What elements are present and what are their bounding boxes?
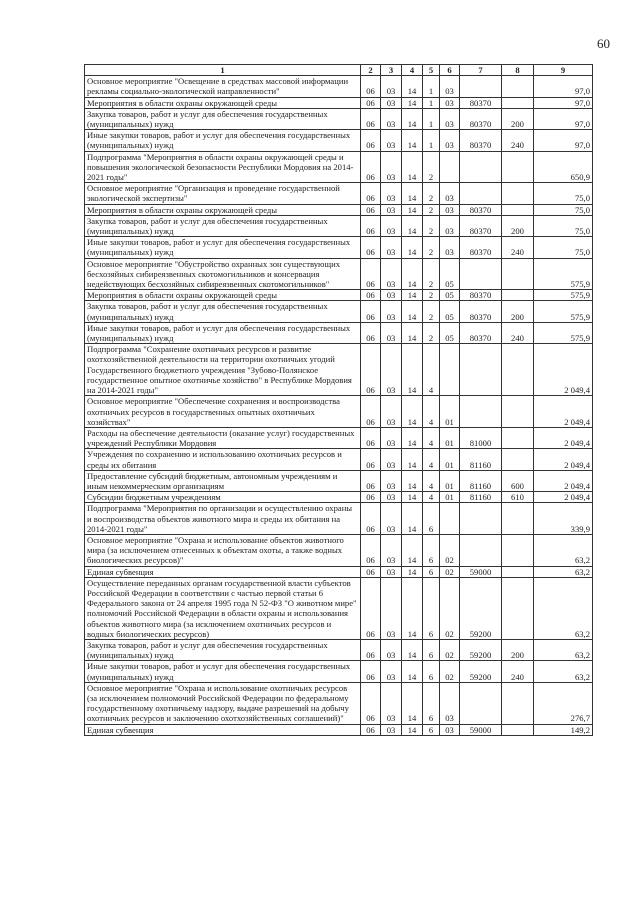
- row-code-section: 03: [381, 151, 402, 183]
- row-code-ministry: 06: [361, 322, 381, 343]
- row-code-expense-type: [502, 427, 534, 448]
- row-code-subprogram: 4: [423, 396, 440, 428]
- row-code-direction: 80370: [460, 322, 502, 343]
- table-row: [85, 577, 593, 639]
- budget-table: [84, 64, 593, 736]
- row-amount: 2 049,4: [534, 344, 593, 396]
- row-code-activity: 01: [440, 396, 460, 428]
- table-row: [85, 344, 593, 396]
- row-code-ministry: 06: [361, 534, 381, 566]
- table-row: [85, 682, 593, 724]
- row-code-section: 03: [381, 396, 402, 428]
- row-code-subprogram: 2: [423, 215, 440, 236]
- row-code-ministry: 06: [361, 639, 381, 660]
- row-code-subprogram: 2: [423, 151, 440, 183]
- row-code-subprogram: 2: [423, 237, 440, 258]
- row-code-program: 14: [402, 215, 423, 236]
- row-code-direction: 81160: [460, 492, 502, 503]
- row-code-section: 03: [381, 301, 402, 322]
- table-row: [85, 237, 593, 258]
- table-header-row: [85, 65, 593, 76]
- row-name: Осуществление переданных органам государственной власти субъектов Российской Федерации в соответствии с частью первой статьи 6 Федерального закона от 24 апреля 1995 года N 52-ФЗ "О животном мире" полномочий Российской Федерации в области охраны и использования объектов животного мира (за исключением охотничьих ресурсов и водных биологических ресурсов): [85, 577, 361, 639]
- row-code-expense-type: [502, 449, 534, 470]
- row-name: Единая субвенция: [85, 724, 361, 735]
- row-code-ministry: 06: [361, 97, 381, 108]
- row-name: Закупка товаров, работ и услуг для обеспечения государственных (муниципальных) нужд: [85, 639, 361, 660]
- row-code-direction: [460, 503, 502, 535]
- row-code-expense-type: 200: [502, 215, 534, 236]
- row-code-program: 14: [402, 237, 423, 258]
- table-row: [85, 183, 593, 204]
- row-amount: 75,0: [534, 204, 593, 215]
- row-name: Иные закупки товаров, работ и услуг для обеспечения государственных (муниципальных) нужд: [85, 322, 361, 343]
- row-code-program: 14: [402, 661, 423, 682]
- row-amount: 2 049,4: [534, 449, 593, 470]
- header-col-9: 9: [534, 65, 593, 76]
- header-col-2: 2: [361, 65, 381, 76]
- header-col-5: 5: [423, 65, 440, 76]
- table-row: [85, 470, 593, 491]
- row-amount: 97,0: [534, 130, 593, 151]
- row-name: Подпрограмма "Мероприятия в области охраны окружающей среды и повышения экологической безопасности Республики Мордовия на 2014-2021 годы": [85, 151, 361, 183]
- row-code-ministry: 06: [361, 237, 381, 258]
- row-code-subprogram: 6: [423, 566, 440, 577]
- row-code-program: 14: [402, 151, 423, 183]
- row-name: Иные закупки товаров, работ и услуг для обеспечения государственных (муниципальных) нужд: [85, 130, 361, 151]
- row-code-expense-type: [502, 76, 534, 97]
- row-code-expense-type: [502, 258, 534, 290]
- row-code-program: 14: [402, 97, 423, 108]
- row-code-direction: 80370: [460, 215, 502, 236]
- row-code-activity: 03: [440, 237, 460, 258]
- table-row: [85, 449, 593, 470]
- row-code-expense-type: [502, 290, 534, 301]
- row-code-subprogram: 4: [423, 344, 440, 396]
- header-col-8: 8: [502, 65, 534, 76]
- row-amount: 63,2: [534, 639, 593, 660]
- row-code-direction: 59200: [460, 661, 502, 682]
- table-body: [85, 76, 593, 736]
- row-name: Расходы на обеспечение деятельности (оказание услуг) государственных учреждений Республики Мордовия: [85, 427, 361, 448]
- row-amount: 575,9: [534, 301, 593, 322]
- row-code-program: 14: [402, 577, 423, 639]
- row-code-expense-type: [502, 396, 534, 428]
- table-row: [85, 204, 593, 215]
- row-code-subprogram: 2: [423, 301, 440, 322]
- row-amount: 63,2: [534, 566, 593, 577]
- row-code-subprogram: 2: [423, 204, 440, 215]
- row-code-section: 03: [381, 204, 402, 215]
- table-row: [85, 724, 593, 735]
- row-code-section: 03: [381, 258, 402, 290]
- row-code-section: 03: [381, 503, 402, 535]
- row-code-subprogram: 1: [423, 130, 440, 151]
- row-code-program: 14: [402, 682, 423, 724]
- row-name: Закупка товаров, работ и услуг для обеспечения государственных (муниципальных) нужд: [85, 108, 361, 129]
- table-row: [85, 322, 593, 343]
- row-amount: 2 049,4: [534, 492, 593, 503]
- row-code-program: 14: [402, 534, 423, 566]
- table-row: [85, 534, 593, 566]
- row-code-activity: 05: [440, 290, 460, 301]
- row-code-activity: 03: [440, 183, 460, 204]
- row-code-program: 14: [402, 470, 423, 491]
- row-code-section: 03: [381, 577, 402, 639]
- row-code-activity: 02: [440, 566, 460, 577]
- row-code-expense-type: [502, 682, 534, 724]
- row-code-program: 14: [402, 724, 423, 735]
- row-code-section: 03: [381, 290, 402, 301]
- row-code-ministry: 06: [361, 396, 381, 428]
- row-code-section: 03: [381, 534, 402, 566]
- row-code-activity: [440, 503, 460, 535]
- row-code-activity: 03: [440, 215, 460, 236]
- row-code-activity: 01: [440, 449, 460, 470]
- row-name: Мероприятия в области охраны окружающей среды: [85, 204, 361, 215]
- row-code-ministry: 06: [361, 566, 381, 577]
- row-code-direction: 59200: [460, 639, 502, 660]
- table-row: [85, 130, 593, 151]
- row-code-section: 03: [381, 566, 402, 577]
- row-amount: 75,0: [534, 215, 593, 236]
- row-amount: 149,2: [534, 724, 593, 735]
- row-code-subprogram: 1: [423, 97, 440, 108]
- row-code-program: 14: [402, 258, 423, 290]
- row-code-section: 03: [381, 76, 402, 97]
- row-code-ministry: 06: [361, 503, 381, 535]
- row-code-direction: 59000: [460, 566, 502, 577]
- row-code-subprogram: 6: [423, 724, 440, 735]
- row-code-expense-type: 200: [502, 301, 534, 322]
- row-amount: 276,7: [534, 682, 593, 724]
- row-code-expense-type: 240: [502, 237, 534, 258]
- table-row: [85, 151, 593, 183]
- row-name: Учреждения по сохранению и использованию охотничьих ресурсов и среды их обитания: [85, 449, 361, 470]
- table-row: [85, 503, 593, 535]
- row-code-ministry: 06: [361, 290, 381, 301]
- row-amount: 575,9: [534, 290, 593, 301]
- row-code-activity: 03: [440, 130, 460, 151]
- table-row: [85, 215, 593, 236]
- row-code-expense-type: 200: [502, 108, 534, 129]
- row-amount: 97,0: [534, 76, 593, 97]
- row-amount: 97,0: [534, 97, 593, 108]
- row-name: Единая субвенция: [85, 566, 361, 577]
- table-row: [85, 97, 593, 108]
- row-code-direction: [460, 183, 502, 204]
- row-code-subprogram: 2: [423, 183, 440, 204]
- row-code-subprogram: 6: [423, 503, 440, 535]
- row-code-activity: 05: [440, 301, 460, 322]
- row-code-ministry: 06: [361, 577, 381, 639]
- row-name: Иные закупки товаров, работ и услуг для обеспечения государственных (муниципальных) нужд: [85, 237, 361, 258]
- row-code-direction: 81000: [460, 427, 502, 448]
- row-code-direction: 59200: [460, 577, 502, 639]
- row-code-activity: 03: [440, 76, 460, 97]
- row-code-expense-type: 240: [502, 130, 534, 151]
- row-amount: 650,9: [534, 151, 593, 183]
- row-code-section: 03: [381, 661, 402, 682]
- row-code-section: 03: [381, 237, 402, 258]
- row-code-subprogram: 2: [423, 290, 440, 301]
- row-name: Предоставление субсидий бюджетным, автономным учреждениям и иным некоммерческим организациям: [85, 470, 361, 491]
- table-row: [85, 566, 593, 577]
- row-code-expense-type: [502, 534, 534, 566]
- row-code-ministry: 06: [361, 470, 381, 491]
- row-code-section: 03: [381, 449, 402, 470]
- header-col-3: 3: [381, 65, 402, 76]
- row-code-program: 14: [402, 301, 423, 322]
- row-code-ministry: 06: [361, 449, 381, 470]
- row-code-subprogram: 2: [423, 322, 440, 343]
- row-code-section: 03: [381, 108, 402, 129]
- row-name: Основное мероприятие "Охрана и использование объектов животного мира (за исключением отнесенных к объектам охоты, а также водных биологических ресурсов)": [85, 534, 361, 566]
- row-code-activity: 05: [440, 258, 460, 290]
- row-code-activity: [440, 151, 460, 183]
- row-code-ministry: 06: [361, 204, 381, 215]
- table-row: [85, 258, 593, 290]
- row-code-ministry: 06: [361, 151, 381, 183]
- row-code-direction: [460, 76, 502, 97]
- row-code-direction: 81160: [460, 470, 502, 491]
- row-code-subprogram: 6: [423, 639, 440, 660]
- row-code-ministry: 06: [361, 301, 381, 322]
- row-code-program: 14: [402, 322, 423, 343]
- row-amount: 63,2: [534, 661, 593, 682]
- row-code-activity: 03: [440, 108, 460, 129]
- row-amount: 97,0: [534, 108, 593, 129]
- row-code-subprogram: 4: [423, 427, 440, 448]
- row-name: Субсидии бюджетным учреждениям: [85, 492, 361, 503]
- header-col-7: 7: [460, 65, 502, 76]
- row-code-direction: [460, 151, 502, 183]
- row-code-expense-type: 610: [502, 492, 534, 503]
- page-number: 60: [597, 36, 610, 51]
- row-code-ministry: 06: [361, 130, 381, 151]
- row-code-program: 14: [402, 449, 423, 470]
- row-code-section: 03: [381, 639, 402, 660]
- row-code-expense-type: 240: [502, 322, 534, 343]
- row-code-ministry: 06: [361, 108, 381, 129]
- row-amount: 2 049,4: [534, 427, 593, 448]
- row-code-section: 03: [381, 682, 402, 724]
- row-name: Закупка товаров, работ и услуг для обеспечения государственных (муниципальных) нужд: [85, 215, 361, 236]
- row-code-direction: 80370: [460, 97, 502, 108]
- row-code-section: 03: [381, 470, 402, 491]
- row-code-section: 03: [381, 344, 402, 396]
- table-row: [85, 301, 593, 322]
- row-code-program: 14: [402, 344, 423, 396]
- row-code-program: 14: [402, 76, 423, 97]
- row-code-direction: 81160: [460, 449, 502, 470]
- row-code-direction: [460, 534, 502, 566]
- row-code-direction: [460, 258, 502, 290]
- row-code-program: 14: [402, 290, 423, 301]
- row-code-ministry: 06: [361, 724, 381, 735]
- row-code-activity: 02: [440, 534, 460, 566]
- row-name: Основное мероприятие "Организация и проведение государственной экологической экспертизы": [85, 183, 361, 204]
- row-code-program: 14: [402, 639, 423, 660]
- row-code-activity: [440, 344, 460, 396]
- row-code-activity: 01: [440, 492, 460, 503]
- row-code-program: 14: [402, 130, 423, 151]
- row-code-direction: 80370: [460, 290, 502, 301]
- row-code-program: 14: [402, 204, 423, 215]
- row-code-subprogram: 6: [423, 534, 440, 566]
- row-code-direction: [460, 344, 502, 396]
- row-code-activity: 01: [440, 427, 460, 448]
- row-code-ministry: 06: [361, 183, 381, 204]
- row-code-subprogram: 1: [423, 76, 440, 97]
- header-col-4: 4: [402, 65, 423, 76]
- row-code-activity: 05: [440, 322, 460, 343]
- row-code-direction: [460, 396, 502, 428]
- row-code-expense-type: 240: [502, 661, 534, 682]
- row-code-expense-type: [502, 183, 534, 204]
- row-name: Иные закупки товаров, работ и услуг для обеспечения государственных (муниципальных) нужд: [85, 661, 361, 682]
- row-code-direction: [460, 682, 502, 724]
- row-code-activity: 03: [440, 724, 460, 735]
- row-code-section: 03: [381, 492, 402, 503]
- row-code-expense-type: [502, 344, 534, 396]
- row-code-expense-type: [502, 566, 534, 577]
- row-code-subprogram: 1: [423, 108, 440, 129]
- row-amount: 63,2: [534, 534, 593, 566]
- row-code-expense-type: [502, 724, 534, 735]
- table-row: [85, 396, 593, 428]
- row-code-activity: 02: [440, 661, 460, 682]
- row-code-subprogram: 4: [423, 492, 440, 503]
- row-code-section: 03: [381, 183, 402, 204]
- row-code-ministry: 06: [361, 427, 381, 448]
- row-code-program: 14: [402, 396, 423, 428]
- row-code-activity: 01: [440, 470, 460, 491]
- row-code-program: 14: [402, 427, 423, 448]
- row-code-section: 03: [381, 427, 402, 448]
- row-code-expense-type: [502, 204, 534, 215]
- row-code-subprogram: 4: [423, 470, 440, 491]
- row-code-section: 03: [381, 215, 402, 236]
- table-row: [85, 639, 593, 660]
- row-amount: 339,9: [534, 503, 593, 535]
- row-name: Подпрограмма "Мероприятия по организации и осуществлению охраны и воспроизводства объектов животного мира и среды их обитания на 2014-2021 годы": [85, 503, 361, 535]
- row-name: Мероприятия в области охраны окружающей среды: [85, 97, 361, 108]
- row-code-expense-type: [502, 503, 534, 535]
- row-name: Подпрограмма "Сохранение охотничьих ресурсов и развитие охотхозяйственной деятельности на территории охотничьих угодий Государственного бюджетного учреждения "Зубово-Полянское государственное опытное охотничье хозяйство" в Республике Мордовия на 2014-2021 годы": [85, 344, 361, 396]
- row-code-subprogram: 6: [423, 577, 440, 639]
- row-amount: 2 049,4: [534, 470, 593, 491]
- row-code-subprogram: 6: [423, 682, 440, 724]
- row-code-subprogram: 4: [423, 449, 440, 470]
- row-code-program: 14: [402, 503, 423, 535]
- row-code-program: 14: [402, 183, 423, 204]
- row-code-expense-type: 200: [502, 639, 534, 660]
- header-col-6: 6: [440, 65, 460, 76]
- row-code-activity: 02: [440, 577, 460, 639]
- header-col-1: 1: [85, 65, 361, 76]
- row-code-activity: 03: [440, 204, 460, 215]
- row-code-section: 03: [381, 724, 402, 735]
- row-name: Основное мероприятие "Обустройство охранных зон существующих бесхозяйных сибиреязвенных скотомогильников и консервация недействующих бесхозяйных сибиреязвенных скотомогильников": [85, 258, 361, 290]
- row-code-ministry: 06: [361, 682, 381, 724]
- row-code-ministry: 06: [361, 492, 381, 503]
- row-code-subprogram: 6: [423, 661, 440, 682]
- table-row: [85, 492, 593, 503]
- row-code-direction: 80370: [460, 108, 502, 129]
- row-code-ministry: 06: [361, 258, 381, 290]
- row-code-direction: 80370: [460, 130, 502, 151]
- row-code-ministry: 06: [361, 661, 381, 682]
- row-amount: 63,2: [534, 577, 593, 639]
- row-code-section: 03: [381, 130, 402, 151]
- row-code-activity: 03: [440, 97, 460, 108]
- row-code-ministry: 06: [361, 344, 381, 396]
- row-code-ministry: 06: [361, 215, 381, 236]
- table-row: [85, 661, 593, 682]
- row-name: Основное мероприятие "Обеспечение сохранения и воспроизводства охотничьих ресурсов в государственных опытных охотничьих хозяйствах": [85, 396, 361, 428]
- row-code-subprogram: 2: [423, 258, 440, 290]
- table-row: [85, 427, 593, 448]
- row-code-ministry: 06: [361, 76, 381, 97]
- row-code-activity: 02: [440, 639, 460, 660]
- row-code-section: 03: [381, 97, 402, 108]
- row-code-expense-type: [502, 97, 534, 108]
- row-code-expense-type: 600: [502, 470, 534, 491]
- row-code-direction: 80370: [460, 301, 502, 322]
- row-name: Основное мероприятие "Освещение в средствах массовой информации рекламы социально-экологической направленности": [85, 76, 361, 97]
- row-code-program: 14: [402, 566, 423, 577]
- row-code-section: 03: [381, 322, 402, 343]
- row-amount: 75,0: [534, 183, 593, 204]
- row-code-direction: 80370: [460, 204, 502, 215]
- row-code-expense-type: [502, 151, 534, 183]
- row-code-direction: 80370: [460, 237, 502, 258]
- row-code-activity: 03: [440, 682, 460, 724]
- row-amount: 2 049,4: [534, 396, 593, 428]
- row-name: Основное мероприятие "Охрана и использование охотничьих ресурсов (за исключением полномочий Российской Федерации по федеральному государственному охотничьему надзору, выдаче разрешений на добычу охотничьих ресурсов и заключению охотхозяйственных соглашений)": [85, 682, 361, 724]
- row-code-program: 14: [402, 108, 423, 129]
- row-code-expense-type: [502, 577, 534, 639]
- row-amount: 575,9: [534, 322, 593, 343]
- row-amount: 75,0: [534, 237, 593, 258]
- row-code-program: 14: [402, 492, 423, 503]
- row-amount: 575,9: [534, 258, 593, 290]
- row-code-direction: 59000: [460, 724, 502, 735]
- table-row: [85, 108, 593, 129]
- table-row: [85, 76, 593, 97]
- row-name: Мероприятия в области охраны окружающей среды: [85, 290, 361, 301]
- row-name: Закупка товаров, работ и услуг для обеспечения государственных (муниципальных) нужд: [85, 301, 361, 322]
- table-row: [85, 290, 593, 301]
